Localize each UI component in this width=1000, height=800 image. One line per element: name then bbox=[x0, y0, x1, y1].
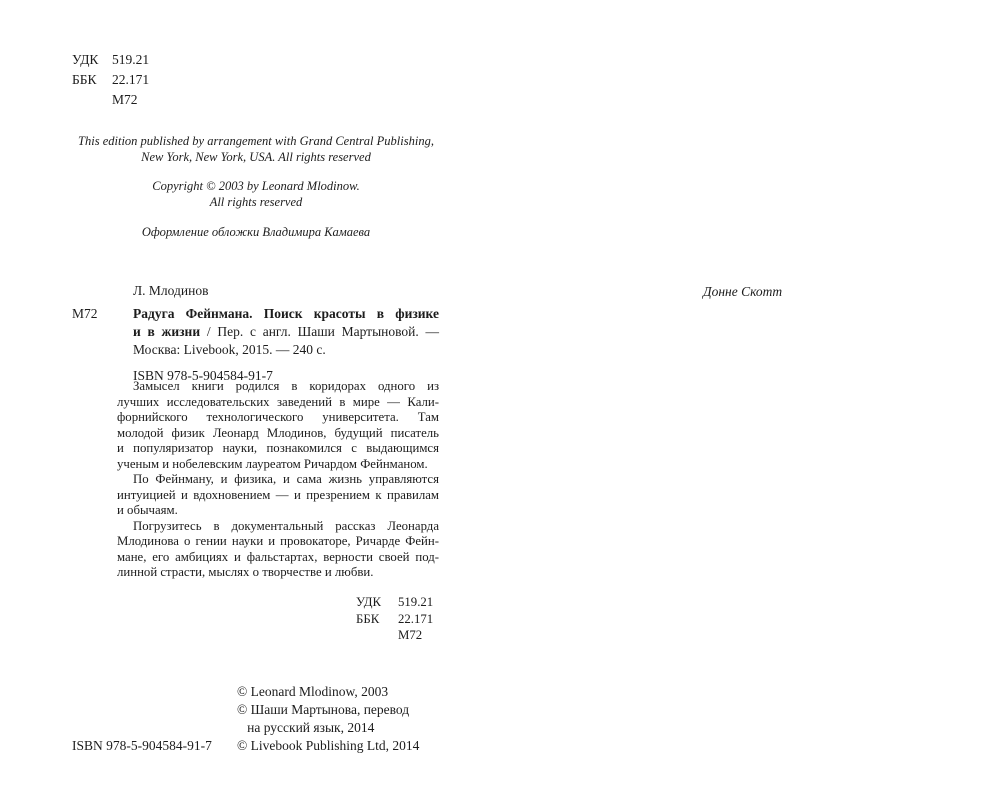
classification-key: УДК bbox=[72, 52, 99, 67]
publisher-info: Москва: Livebook, 2015. — 240 с. bbox=[133, 342, 326, 357]
abstract-line: и обычаям. bbox=[117, 503, 178, 517]
classification-row bbox=[356, 594, 433, 611]
copyright-line: на русский язык, 2014 bbox=[237, 720, 375, 735]
abstract-line: Замысел книги родился в коридорах одного из bbox=[133, 379, 439, 393]
classification-key: УДК bbox=[356, 595, 382, 609]
classification-value: 519.21 bbox=[398, 595, 434, 609]
abstract-line: ученым и нобелевским лауреатом Ричардом Фейнманом. bbox=[117, 456, 428, 471]
classification-value: 22.171 bbox=[112, 72, 150, 87]
classification-row bbox=[72, 90, 149, 110]
classification-value: М72 bbox=[398, 628, 423, 642]
classification-row bbox=[72, 70, 149, 90]
copyright-line: © Livebook Publishing Ltd, 2014 bbox=[237, 738, 420, 753]
copyright-notice bbox=[72, 178, 440, 210]
dedication: Донне Скотт bbox=[703, 284, 783, 299]
edition-notice-line: New York, New York, USA. All rights reserved bbox=[141, 150, 371, 164]
book-title-line bbox=[133, 305, 439, 323]
abstract-line: и популяризатор науки, познакомился с выдающимся bbox=[117, 441, 439, 455]
abstract-line: линной страсти, мыслях о творчестве и любви. bbox=[117, 565, 374, 579]
abstract-line: молодой физик Леонард Млодинов, будущий писатель bbox=[117, 425, 439, 440]
book-title: Радуга Фейнмана. Поиск красоты в физике bbox=[133, 306, 439, 321]
bibliographic-record bbox=[133, 305, 439, 385]
abstract-paragraph bbox=[117, 379, 439, 472]
classification-value: 519.21 bbox=[112, 52, 150, 67]
classification-row bbox=[356, 627, 433, 644]
copyright-notice-line: All rights reserved bbox=[209, 195, 303, 209]
isbn: ISBN 978-5-904584-91-7 bbox=[133, 368, 273, 383]
abstract-line: По Фейнману, и физика, и сама жизнь управляются bbox=[133, 472, 439, 486]
bibliographic-line-2 bbox=[133, 323, 439, 341]
classification-key: ББК bbox=[72, 72, 97, 87]
copyright-line: © Шаши Мартынова, перевод bbox=[237, 702, 410, 717]
abstract-line: мане, его амбициях и фальстартах, верности своей под- bbox=[117, 549, 439, 564]
catalog-code: М72 bbox=[72, 306, 98, 321]
abstract-line: лучших исследовательских заведений в мире — Кали- bbox=[117, 394, 439, 409]
classification-key: ББК bbox=[356, 611, 380, 626]
classification-value: М72 bbox=[112, 92, 138, 107]
isbn-bottom: ISBN 978-5-904584-91-7 bbox=[72, 738, 212, 753]
classification-value: 22.171 bbox=[398, 611, 434, 626]
abstract bbox=[117, 379, 439, 581]
classification-top bbox=[72, 50, 149, 110]
abstract-line: Млодинова о гении науки и провокаторе, Ричарде Фейн- bbox=[117, 534, 439, 548]
classification-row bbox=[356, 611, 433, 628]
cover-design-credit: Оформление обложки Владимира Камаева bbox=[141, 225, 371, 239]
abstract-line: Погрузитесь в документальный рассказ Леонарда bbox=[133, 518, 439, 533]
classification-row bbox=[72, 50, 149, 70]
abstract-paragraph bbox=[117, 472, 439, 519]
copyright-lines bbox=[237, 683, 419, 755]
abstract-line: интуицией и вдохновением — и презрением к правилам bbox=[117, 487, 439, 502]
abstract-line: форнийского технологического университета. Там bbox=[117, 410, 439, 424]
copyright-notice-line: Copyright © 2003 by Leonard Mlodinow. bbox=[152, 179, 360, 193]
edition-notice-line: This edition published by arrangement with Grand Central Publishing, bbox=[78, 134, 434, 148]
edition-notice bbox=[72, 133, 440, 165]
classification-bottom bbox=[356, 594, 433, 644]
copyright-line: © Leonard Mlodinow, 2003 bbox=[237, 684, 389, 699]
author-name: Л. Млодинов bbox=[133, 283, 209, 298]
book-title-cont: и в жизни bbox=[133, 324, 201, 339]
abstract-paragraph bbox=[117, 519, 439, 581]
translator-info: / Пер. с англ. Шаши Мартыновой. — bbox=[200, 324, 439, 339]
